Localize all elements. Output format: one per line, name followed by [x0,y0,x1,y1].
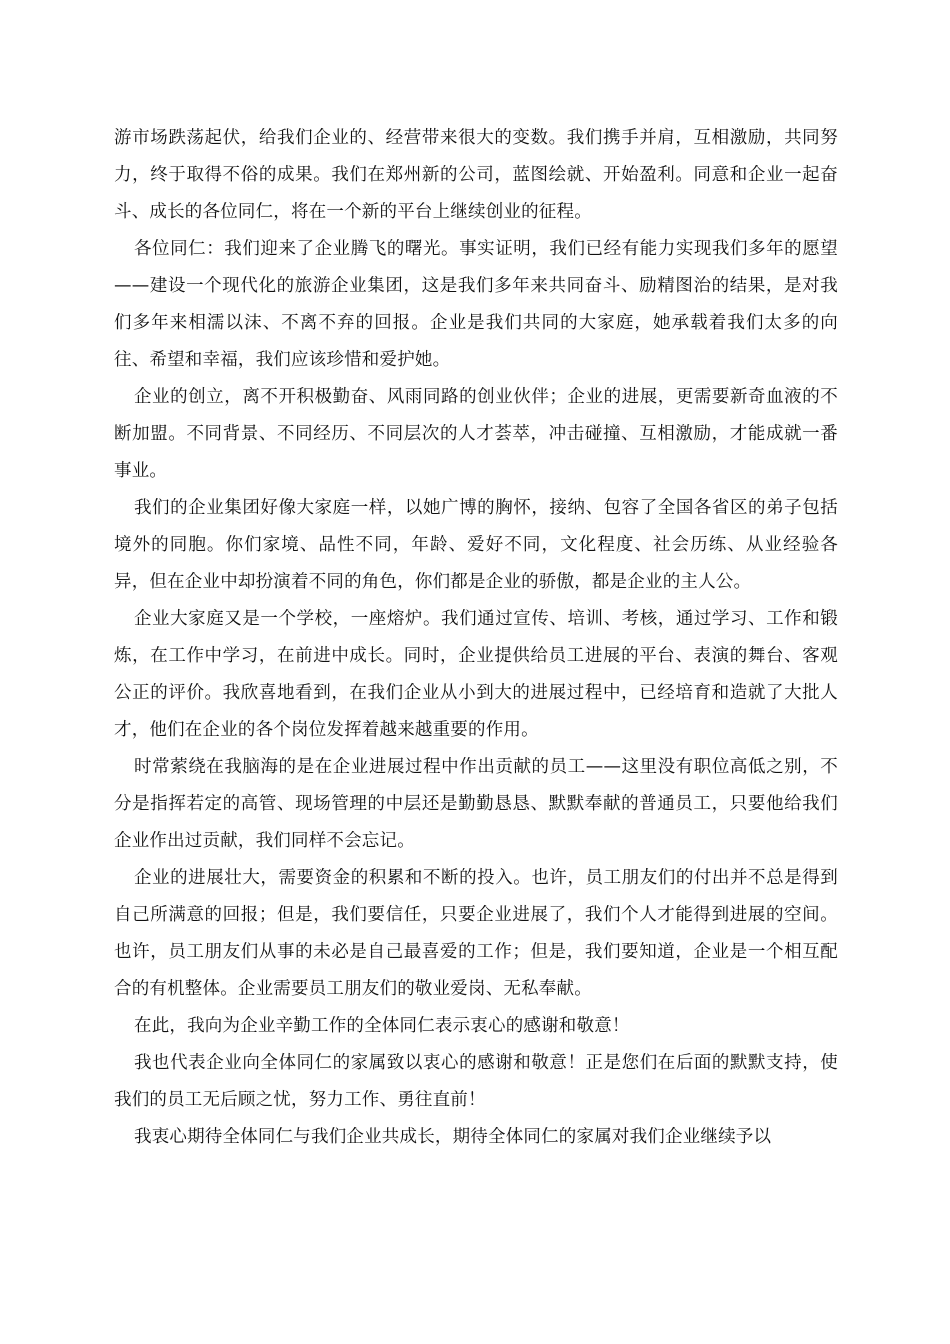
paragraph-7: 企业的进展壮大，需要资金的积累和不断的投入。也许，员工朋友们的付出并不总是得到自己所满意的回报；但是，我们要信任，只要企业进展了，我们个人才能得到进展的空间。也许，员工朋友们从事的未必是自己最喜爱的工作；但是，我们要知道，企业是一个相互配合的有机整体。企业需要员工朋友们的敬业爱岗、无私奉献。 [114,868,838,999]
body-text [114,120,838,1156]
paragraph-6: 时常萦绕在我脑海的是在企业进展过程中作出贡献的员工——这里没有职位高低之别，不分是指挥若定的高管、现场管理的中层还是勤勤恳恳、默默奉献的普通员工，只要他给我们企业作出过贡献，我们同样不会忘记。 [114,757,838,851]
paragraph-1: 游市场跌荡起伏，给我们企业的、经营带来很大的变数。我们携手并肩，互相激励，共同努力，终于取得不俗的成果。我们在郑州新的公司，蓝图绘就、开始盈利。同意和企业一起奋斗、成长的各位同仁，将在一个新的平台上继续创业的征程。 [114,128,838,222]
paragraph-2: 各位同仁：我们迎来了企业腾飞的曙光。事实证明，我们已经有能力实现我们多年的愿望——建设一个现代化的旅游企业集团，这是我们多年来共同奋斗、励精图治的结果，是对我们多年来相濡以沫、不离不弃的回报。企业是我们共同的大家庭，她承载着我们太多的向往、希望和幸福，我们应该珍惜和爱护她。 [114,239,838,370]
paragraph-3: 企业的创立，离不开积极勤奋、风雨同路的创业伙伴；企业的进展，更需要新奇血液的不断加盟。不同背景、不同经历、不同层次的人才荟萃，冲击碰撞、互相激励，才能成就一番事业。 [114,387,838,481]
paragraph-9: 我也代表企业向全体同仁的家属致以衷心的感谢和敬意！正是您们在后面的默默支持，使我们的员工无后顾之忧，努力工作、勇往直前！ [114,1053,838,1110]
paragraph-4: 我们的企业集团好像大家庭一样，以她广博的胸怀，接纳、包容了全国各省区的弟子包括境外的同胞。你们家境、品性不同，年龄、爱好不同，文化程度、社会历练、从业经验各异，但在企业中却扮演着不同的角色，你们都是企业的骄傲，都是企业的主人公。 [114,498,838,592]
paragraph-8: 在此，我向为企业辛勤工作的全体同仁表示衷心的感谢和敬意！ [134,1016,630,1036]
paragraph-10: 我衷心期待全体同仁与我们企业共成长，期待全体同仁的家属对我们企业继续予以 [134,1127,772,1147]
paragraph-5: 企业大家庭又是一个学校，一座熔炉。我们通过宣传、培训、考核，通过学习、工作和锻炼，在工作中学习，在前进中成长。同时，企业提供给员工进展的平台、表演的舞台、客观公正的评价。我欣喜地看到，在我们企业从小到大的进展过程中，已经培育和造就了大批人才，他们在企业的各个岗位发挥着越来越重要的作用。 [114,609,838,740]
